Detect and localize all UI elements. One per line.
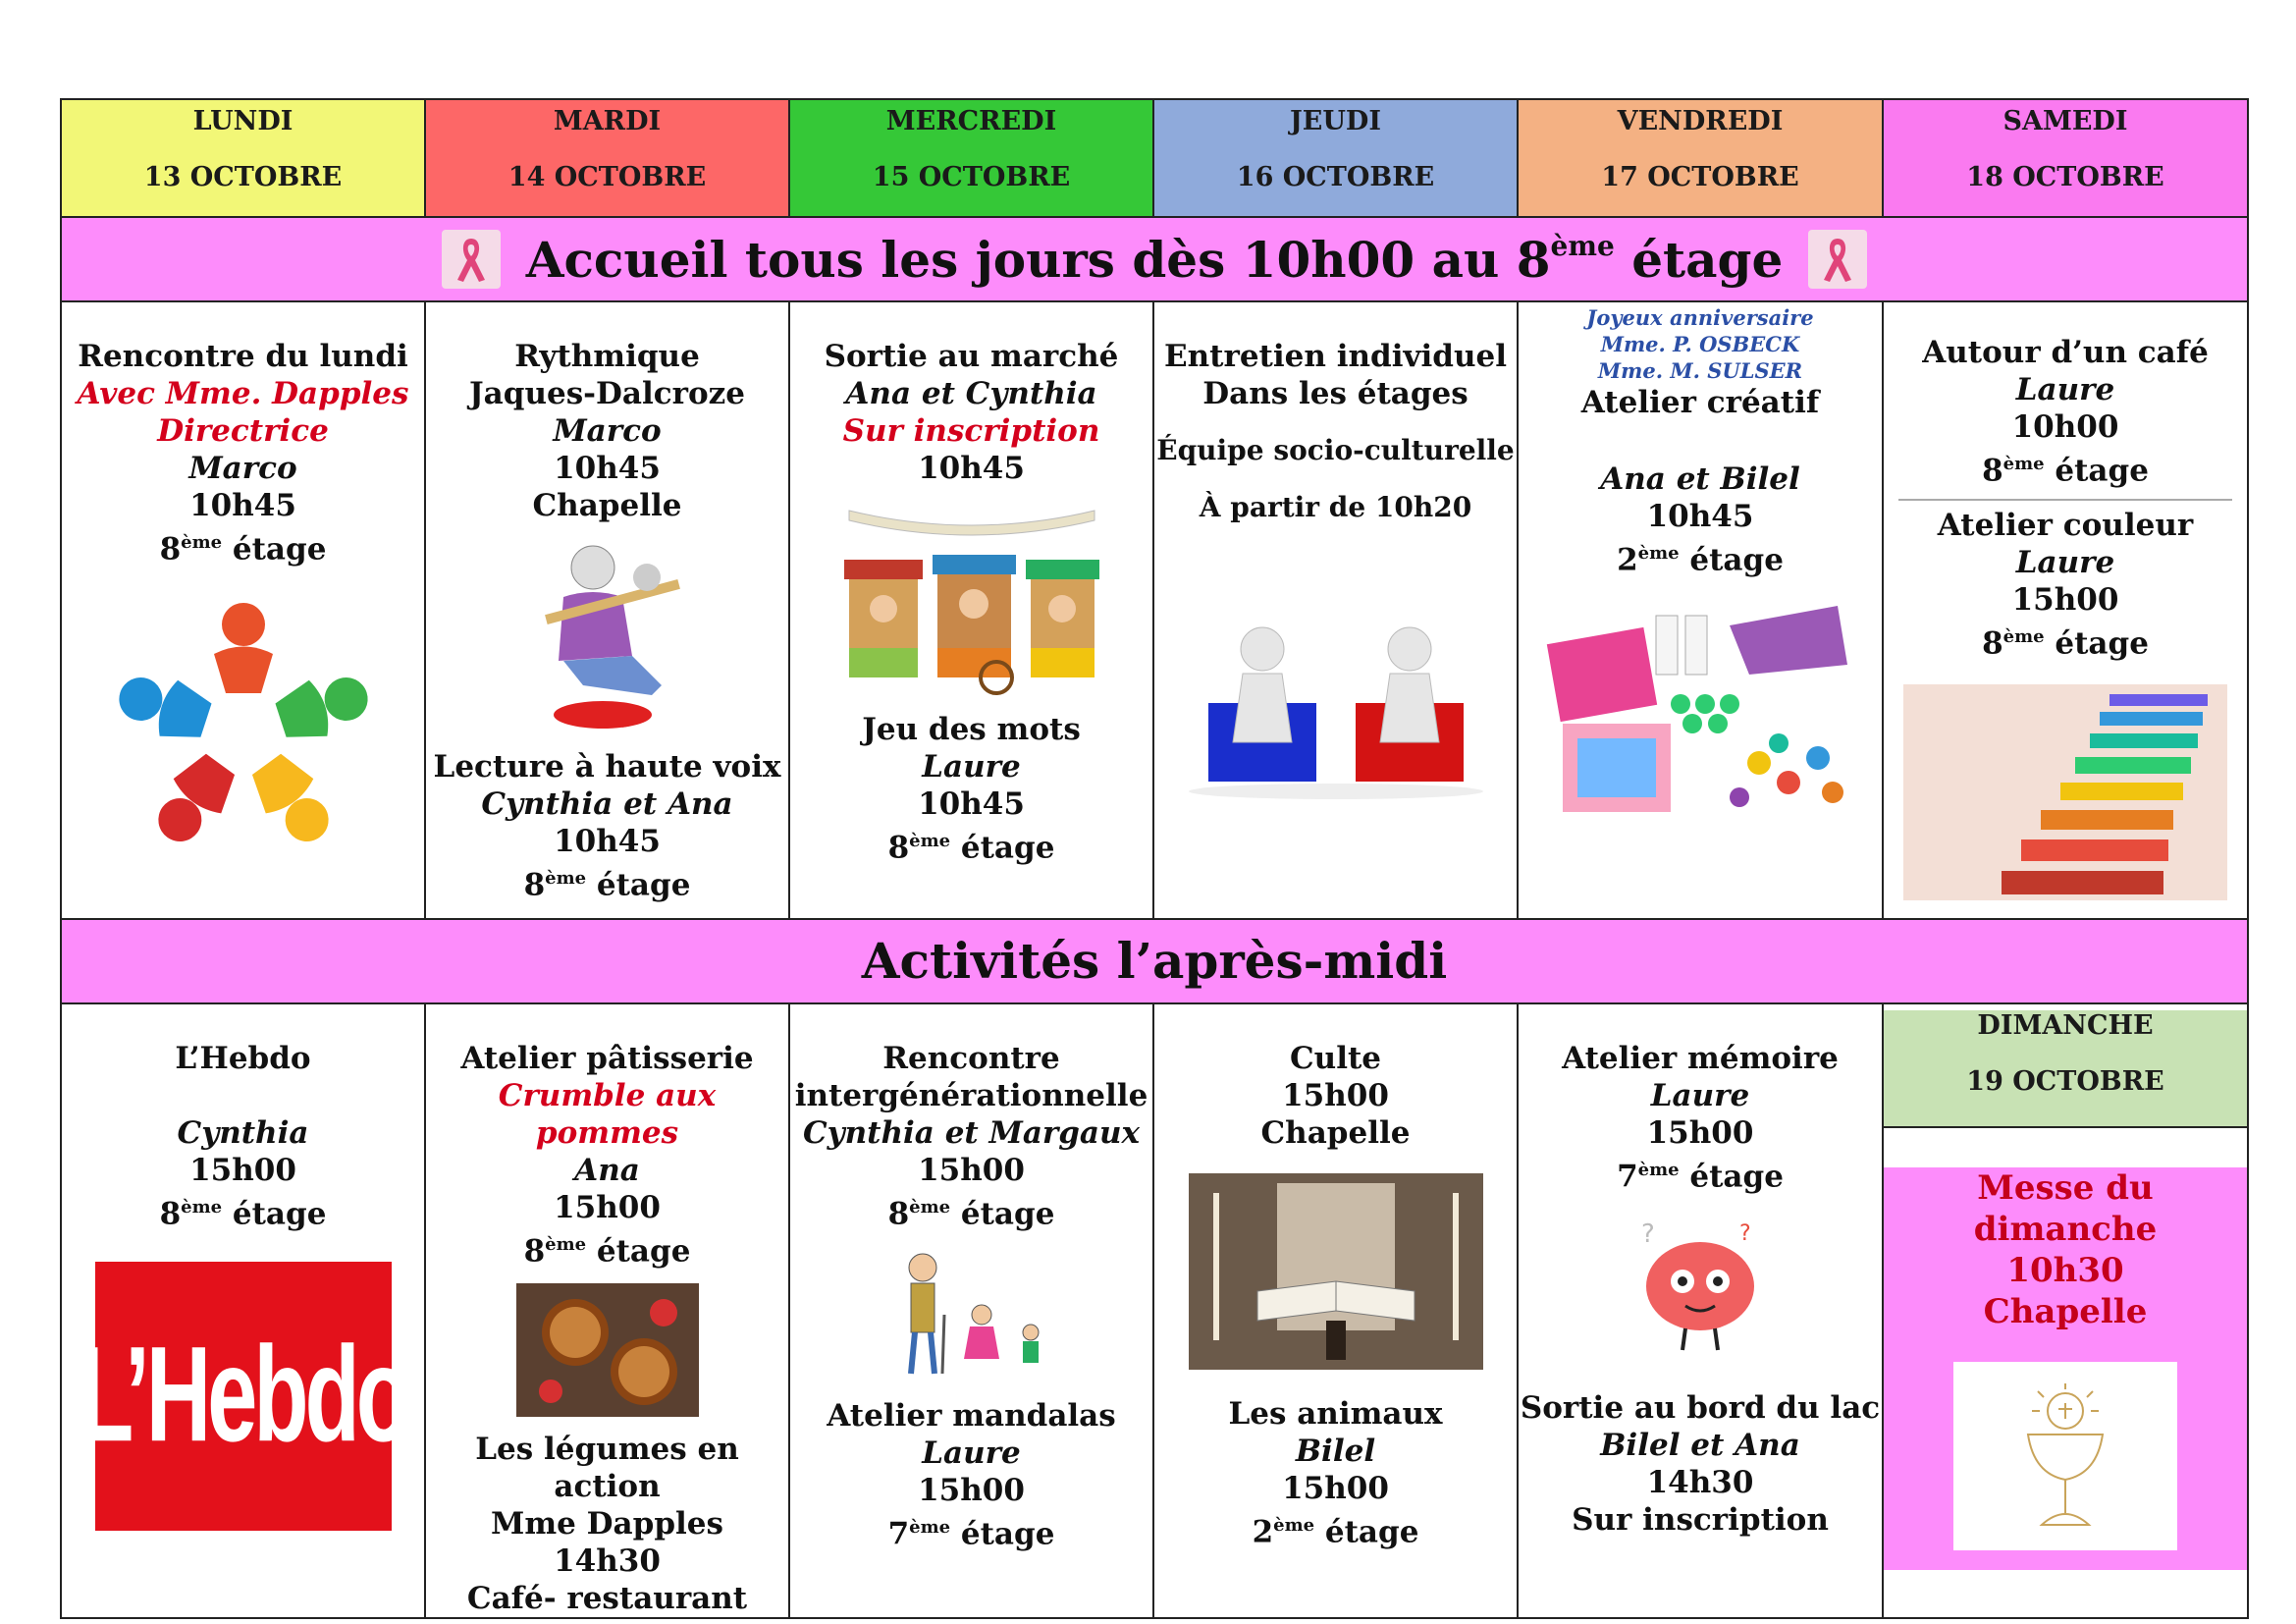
afternoon-mercredi bbox=[789, 1003, 1153, 1618]
activity-b-note: Sur inscription bbox=[1572, 1501, 1829, 1538]
hebdo-logo: L’Hebdo bbox=[95, 1262, 392, 1531]
activity-b-time: 15h00 bbox=[1282, 1470, 1389, 1506]
afternoon-banner-row bbox=[61, 919, 2248, 1003]
activity-b-floor: 8ème étage bbox=[887, 830, 1055, 866]
activity-title: Entretien individuel bbox=[1164, 339, 1507, 374]
craft-supplies-illustration bbox=[1543, 606, 1857, 832]
activity-title: Atelier pâtisserie bbox=[460, 1040, 754, 1076]
activity-title: Atelier créatif bbox=[1580, 385, 1820, 420]
afternoon-lundi bbox=[61, 1003, 425, 1618]
activity-place: Chapelle bbox=[1260, 1114, 1411, 1151]
activity-team: Équipe socio-culturelle bbox=[1156, 434, 1515, 466]
morning-vendredi bbox=[1518, 301, 1883, 919]
activity-title: Sortie au marché bbox=[824, 339, 1119, 374]
ornament-divider bbox=[1898, 499, 2232, 501]
rhythmic-exercise-illustration bbox=[524, 538, 691, 734]
activity-floor: 7ème étage bbox=[1617, 1158, 1784, 1194]
header-mardi bbox=[425, 99, 789, 217]
activity-b-title: Sortie au bord du lac bbox=[1520, 1389, 1881, 1426]
header-samedi bbox=[1883, 99, 2248, 217]
afternoon-banner bbox=[61, 919, 2248, 1003]
activity-b-host: Laure bbox=[922, 1435, 1021, 1471]
activity-floor: 8ème étage bbox=[887, 1195, 1055, 1231]
afternoon-mardi bbox=[425, 1003, 789, 1618]
activity-guest-role: Directrice bbox=[157, 413, 329, 449]
activity-time: 10h00 bbox=[2011, 409, 2119, 445]
day-name: MARDI bbox=[553, 106, 662, 136]
day-date: 13 OCTOBRE bbox=[143, 162, 343, 192]
activity-b-host: Laure bbox=[2015, 545, 2115, 581]
welcome-banner-row bbox=[61, 217, 2248, 301]
activity-b-time: 14h30 bbox=[1646, 1464, 1754, 1500]
svg-text:?: ? bbox=[1641, 1218, 1655, 1249]
people-circle-icon bbox=[101, 585, 386, 870]
days-header-row bbox=[61, 99, 2248, 217]
activity-b-time: 10h45 bbox=[554, 824, 661, 859]
activity-b-title: Atelier mandalas bbox=[827, 1397, 1116, 1434]
morning-jeudi bbox=[1153, 301, 1518, 919]
activity-host: Ana et Cynthia bbox=[845, 376, 1097, 411]
rainbow-chalk-illustration bbox=[1903, 684, 2227, 900]
brain-character-icon bbox=[1631, 1213, 1769, 1360]
afternoon-dimanche bbox=[1883, 1003, 2248, 1618]
day-date: 18 OCTOBRE bbox=[1966, 162, 2164, 192]
activity-b-host: Cynthia et Ana bbox=[481, 786, 733, 822]
activity-b-title: Lecture à haute voix bbox=[433, 749, 781, 785]
activity-title-2: Dans les étages bbox=[1202, 376, 1468, 411]
morning-lundi bbox=[61, 301, 425, 919]
activity-host: Ana bbox=[574, 1152, 640, 1188]
day-date: 14 OCTOBRE bbox=[507, 162, 707, 192]
activity-title: Rythmique bbox=[514, 339, 700, 374]
activity-b-time: 10h45 bbox=[918, 786, 1025, 822]
header-dimanche bbox=[1884, 1010, 2247, 1128]
mass-place: Chapelle bbox=[1983, 1291, 2148, 1331]
morning-activities-row bbox=[61, 301, 2248, 919]
day-name: JEUDI bbox=[1290, 106, 1381, 136]
birthday-name-1: Mme. P. OSBECK bbox=[1600, 332, 1800, 356]
afternoon-banner-text: Activités l’après-midi bbox=[861, 932, 1448, 991]
activity-host: Ana et Bilel bbox=[1600, 461, 1800, 497]
day-date: 16 OCTOBRE bbox=[1236, 162, 1435, 192]
activity-b-place: Café- restaurant bbox=[466, 1580, 748, 1616]
activity-time: 15h00 bbox=[1646, 1114, 1754, 1151]
activity-time: 15h00 bbox=[554, 1189, 661, 1225]
market-stalls-illustration bbox=[839, 501, 1104, 697]
afternoon-vendredi bbox=[1518, 1003, 1883, 1618]
activity-b-time: 15h00 bbox=[918, 1472, 1025, 1508]
morning-samedi bbox=[1883, 301, 2248, 919]
activity-host: Marco bbox=[553, 413, 662, 449]
family-generations-illustration bbox=[883, 1246, 1060, 1383]
activity-title: L’Hebdo bbox=[175, 1040, 311, 1076]
header-mercredi bbox=[789, 99, 1153, 217]
activity-host: Marco bbox=[188, 451, 297, 486]
birthday-name-2: Mme. M. SULSER bbox=[1597, 358, 1803, 383]
header-vendredi bbox=[1518, 99, 1883, 217]
mass-title: Messe du dimanche bbox=[1973, 1167, 2158, 1249]
pink-ribbon-icon bbox=[1808, 230, 1867, 289]
day-name: SAMEDI bbox=[2002, 106, 2128, 136]
activity-time: 10h45 bbox=[554, 451, 661, 486]
activity-title: Rencontre bbox=[882, 1040, 1060, 1076]
interview-figures-illustration bbox=[1179, 605, 1493, 801]
activity-host: Laure bbox=[2015, 372, 2115, 407]
activity-time: 15h00 bbox=[918, 1152, 1025, 1188]
activity-time: 15h00 bbox=[1282, 1077, 1389, 1113]
activity-b-floor: 7ème étage bbox=[887, 1516, 1055, 1552]
day-name: LUNDI bbox=[192, 106, 294, 136]
activity-place: Chapelle bbox=[532, 488, 682, 523]
activity-b-time: 15h00 bbox=[2011, 582, 2119, 619]
activity-title: Autour d’un café bbox=[1922, 335, 2209, 370]
activity-b-host: Laure bbox=[922, 749, 1021, 785]
day-date: 17 OCTOBRE bbox=[1601, 162, 1799, 192]
day-name: MERCREDI bbox=[885, 106, 1057, 136]
activity-host: Laure bbox=[1650, 1077, 1750, 1113]
activity-floor: 8ème étage bbox=[1982, 453, 2149, 489]
sunday-mass-panel bbox=[1884, 1167, 2247, 1570]
weekly-schedule bbox=[60, 98, 2249, 1619]
activity-b-floor: 8ème étage bbox=[1982, 625, 2149, 662]
activity-b-title: Jeu des mots bbox=[862, 712, 1081, 747]
afternoon-activities-row bbox=[61, 1003, 2248, 1618]
activity-subtitle: Crumble aux pommes bbox=[498, 1077, 717, 1151]
svg-text:?: ? bbox=[1739, 1220, 1751, 1246]
morning-mercredi bbox=[789, 301, 1153, 919]
header-lundi bbox=[61, 99, 425, 217]
activity-b-floor: 2ème étage bbox=[1252, 1513, 1419, 1549]
mass-time: 10h30 bbox=[2006, 1250, 2124, 1290]
activity-title-2: intergénérationnelle bbox=[794, 1077, 1148, 1113]
pink-ribbon-icon bbox=[442, 230, 501, 289]
activity-b-host: Bilel bbox=[1295, 1433, 1376, 1469]
activity-floor: 8ème étage bbox=[159, 1195, 327, 1231]
activity-b-title: Les animaux bbox=[1228, 1395, 1443, 1432]
birthday-heading: Joyeux anniversaire bbox=[1586, 305, 1814, 330]
activity-time: À partir de 10h20 bbox=[1199, 491, 1472, 523]
activity-time: 15h00 bbox=[189, 1152, 296, 1188]
activity-b-host: Bilel et Ana bbox=[1600, 1427, 1800, 1463]
day-name: VENDREDI bbox=[1617, 106, 1784, 136]
afternoon-jeudi bbox=[1153, 1003, 1518, 1618]
welcome-banner bbox=[61, 217, 2248, 301]
chalice-icon bbox=[1953, 1362, 2177, 1550]
activity-floor: 8ème étage bbox=[523, 1232, 691, 1269]
activity-title: Culte bbox=[1289, 1040, 1382, 1076]
welcome-banner-text: Accueil tous les jours dès 10h00 au 8ème étage bbox=[525, 230, 1784, 289]
activity-b-time: 14h30 bbox=[554, 1543, 661, 1579]
activity-host: Cynthia bbox=[177, 1114, 309, 1151]
activity-floor: 8ème étage bbox=[159, 531, 327, 568]
day-name: DIMANCHE bbox=[1977, 1009, 2154, 1041]
activity-b-floor: 8ème étage bbox=[523, 867, 691, 903]
activity-time: 10h45 bbox=[1646, 499, 1754, 534]
activity-guest: Avec Mme. Dapples bbox=[77, 376, 409, 411]
activity-b-title: Les légumes en action bbox=[475, 1431, 739, 1504]
activity-time: 10h45 bbox=[189, 488, 296, 523]
apple-crumble-illustration bbox=[516, 1283, 699, 1417]
activity-b-host: Mme Dapples bbox=[491, 1505, 723, 1542]
day-date: 15 OCTOBRE bbox=[872, 162, 1071, 192]
activity-title: Atelier mémoire bbox=[1562, 1040, 1839, 1076]
open-bible-church-illustration bbox=[1189, 1173, 1483, 1370]
activity-host: Cynthia et Margaux bbox=[802, 1114, 1141, 1151]
activity-time: 10h45 bbox=[918, 451, 1025, 486]
header-jeudi bbox=[1153, 99, 1518, 217]
activity-floor: 2ème étage bbox=[1617, 542, 1784, 578]
activity-note: Sur inscription bbox=[842, 413, 1100, 449]
day-date: 19 OCTOBRE bbox=[1966, 1065, 2164, 1097]
activity-title-2: Jaques-Dalcroze bbox=[469, 376, 745, 411]
activity-b-title: Atelier couleur bbox=[1937, 508, 2194, 544]
morning-mardi bbox=[425, 301, 789, 919]
activity-title: Rencontre du lundi bbox=[78, 339, 408, 374]
